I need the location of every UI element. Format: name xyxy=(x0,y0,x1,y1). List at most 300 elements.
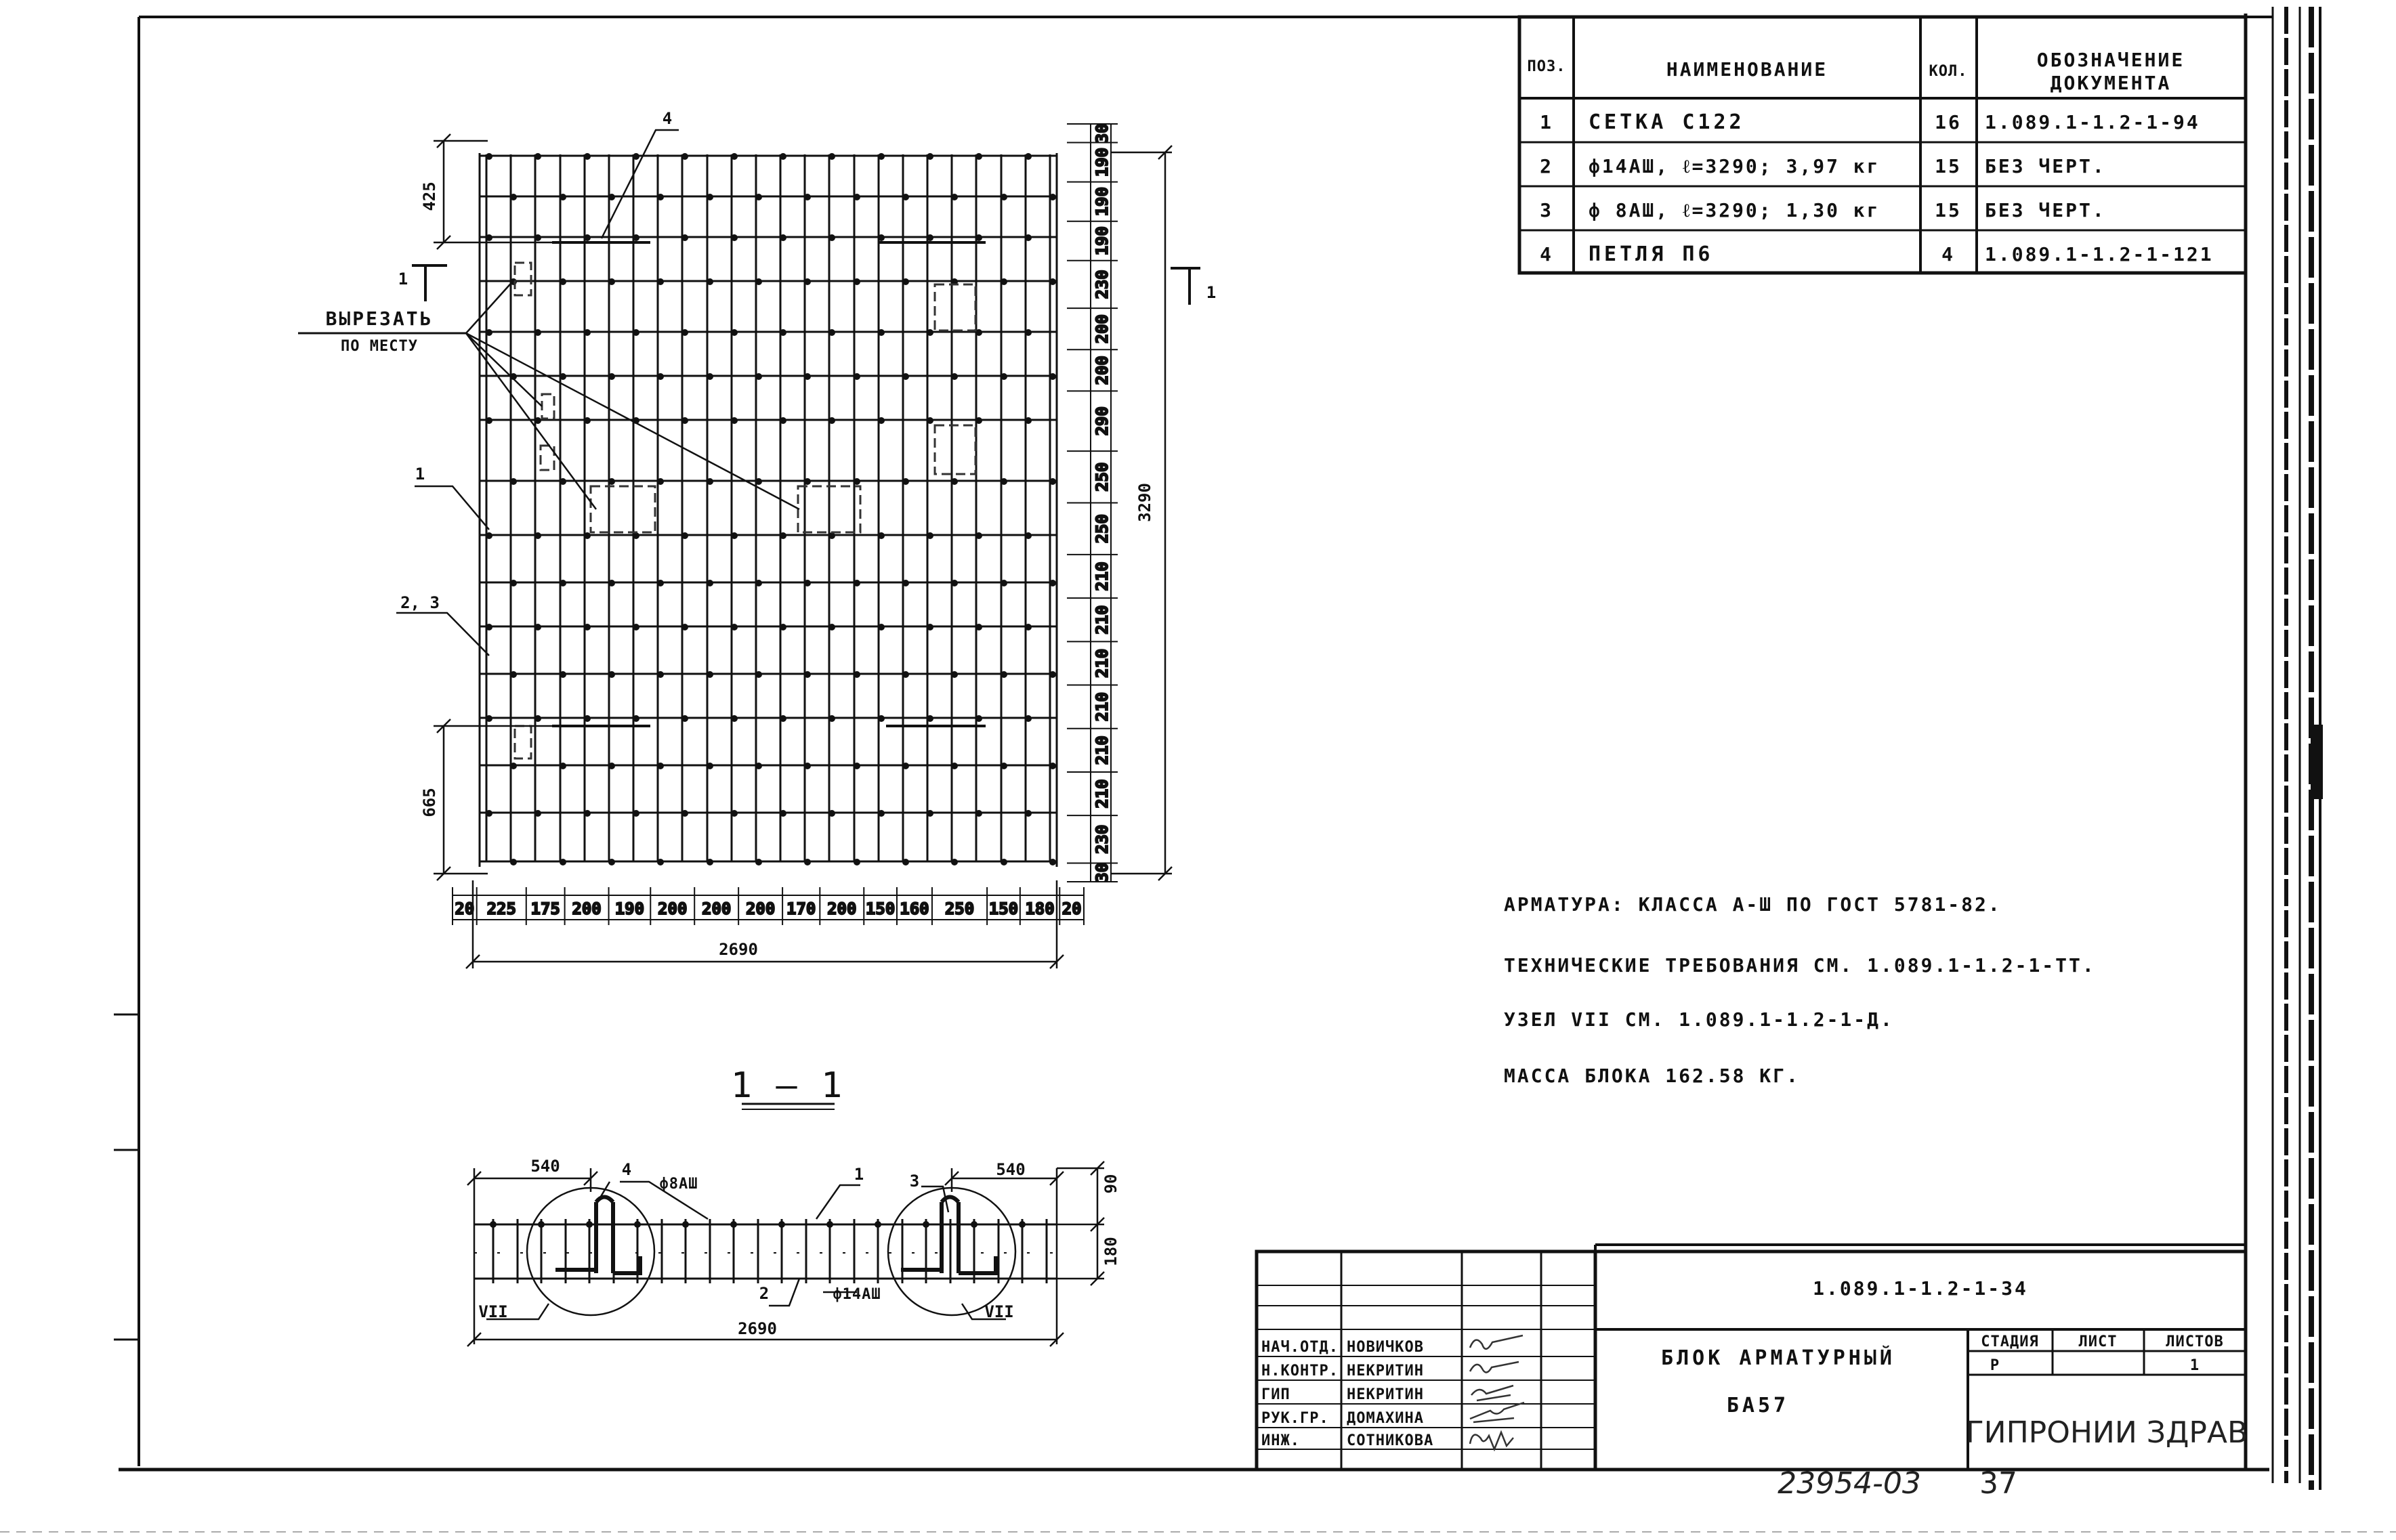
weld-dot xyxy=(510,671,517,678)
weld-dot xyxy=(780,624,786,630)
dim-top-left: 425 xyxy=(420,181,439,211)
signature-name: ДОМАХИНА xyxy=(1347,1410,1424,1427)
section-weld-dot xyxy=(490,1221,497,1228)
spec-row-qty: 4 xyxy=(1941,243,1955,265)
weld-dot xyxy=(927,532,933,539)
section-leaders xyxy=(486,1182,1006,1319)
weld-dot xyxy=(804,671,811,678)
signature-name: НОВИЧКОВ xyxy=(1347,1339,1424,1356)
weld-dot xyxy=(657,194,664,200)
weld-dot xyxy=(1025,532,1032,539)
weld-dot xyxy=(975,624,982,630)
section-mark-right: 1 xyxy=(1206,283,1217,302)
weld-dot xyxy=(633,329,639,336)
weld-dot xyxy=(510,580,517,586)
section-dim-v1: 90 xyxy=(1101,1174,1120,1194)
page-number: 37 xyxy=(1979,1466,2017,1501)
weld-dot xyxy=(755,194,762,200)
weld-dot xyxy=(584,810,591,817)
weld-dot xyxy=(657,763,664,769)
signature-row xyxy=(1261,1386,1424,1403)
dim-bottom-value: 20 xyxy=(455,899,475,918)
weld-dot xyxy=(1049,194,1056,200)
spec-header-pos: ПОЗ. xyxy=(1527,58,1566,75)
weld-dot xyxy=(681,329,688,336)
dim-bottom-value: 200 xyxy=(745,899,776,918)
signature-row xyxy=(1261,1410,1424,1427)
weld-dot xyxy=(854,194,860,200)
weld-dot xyxy=(510,194,517,200)
section-weld-dot xyxy=(634,1221,641,1228)
dim-right-value: 210 xyxy=(1093,735,1112,765)
weld-dot xyxy=(780,715,786,722)
weld-dot xyxy=(584,624,591,630)
spec-row-pos: 3 xyxy=(1540,199,1553,221)
reinforcement-mesh-plan xyxy=(298,109,1216,968)
drawing-mark: БА57 xyxy=(1726,1394,1790,1417)
weld-dot xyxy=(707,580,713,586)
weld-dot xyxy=(486,153,492,160)
weld-dot xyxy=(731,810,738,817)
weld-dot xyxy=(1049,373,1056,380)
spec-row-qty: 16 xyxy=(1935,111,1962,133)
weld-dot xyxy=(878,810,885,817)
dim-right-value: 210 xyxy=(1093,561,1112,591)
signature-name: НЕКРИТИН xyxy=(1347,1363,1424,1379)
weld-dot xyxy=(1049,859,1056,865)
weld-dot xyxy=(584,329,591,336)
callout-pos1: 1 xyxy=(415,465,425,484)
weld-dot xyxy=(854,763,860,769)
dim-right-value: 290 xyxy=(1093,406,1112,436)
spec-row-qty: 15 xyxy=(1935,199,1962,221)
weld-dot xyxy=(878,153,885,160)
weld-dot xyxy=(804,859,811,865)
weld-dot xyxy=(854,278,860,285)
weld-dot xyxy=(951,580,958,586)
note-line: УЗЕЛ VII СМ. 1.089.1-1.2-1-Д. xyxy=(1504,1008,1894,1031)
weld-dot xyxy=(731,624,738,630)
weld-dot xyxy=(878,417,885,424)
section-label-bar8: ф8АШ xyxy=(659,1176,698,1193)
weld-dot xyxy=(975,417,982,424)
weld-dot xyxy=(657,478,664,485)
weld-dot xyxy=(681,153,688,160)
node-circle-right xyxy=(888,1188,1015,1315)
weld-dot xyxy=(707,278,713,285)
dim-bottom-value: 190 xyxy=(614,899,645,918)
dimension-chain-right xyxy=(1067,123,1118,882)
weld-dot xyxy=(951,373,958,380)
weld-dot xyxy=(1049,278,1056,285)
dim-right-value: 210 xyxy=(1093,691,1112,722)
sheets-value: 1 xyxy=(2189,1357,2200,1374)
spec-row-pos: 2 xyxy=(1540,155,1553,177)
spec-header-doc-line2: ДОКУМЕНТА xyxy=(2050,72,2172,94)
weld-dot xyxy=(804,194,811,200)
lifting-loops xyxy=(552,242,986,726)
weld-dot xyxy=(927,153,933,160)
weld-dot xyxy=(755,671,762,678)
section-weld-dot xyxy=(682,1221,689,1228)
weld-dot xyxy=(902,373,909,380)
weld-dot xyxy=(657,859,664,865)
weld-dot xyxy=(608,194,615,200)
weld-dot xyxy=(902,763,909,769)
section-dim-right: 540 xyxy=(996,1160,1026,1179)
weld-dot xyxy=(560,580,566,586)
weld-dot xyxy=(560,194,566,200)
weld-dot xyxy=(707,373,713,380)
weld-dot xyxy=(657,278,664,285)
section-weld-dot xyxy=(778,1221,785,1228)
weld-dot xyxy=(780,329,786,336)
weld-dot xyxy=(780,234,786,241)
weld-dot xyxy=(878,715,885,722)
weld-dot xyxy=(1001,373,1007,380)
signature-name: НЕКРИТИН xyxy=(1347,1386,1424,1403)
spec-row xyxy=(1540,199,2106,221)
weld-dot xyxy=(584,234,591,241)
weld-dot xyxy=(486,417,492,424)
dim-overall-height: 3290 xyxy=(1135,483,1154,522)
dim-right-value: 210 xyxy=(1093,605,1112,635)
dim-right-value: 250 xyxy=(1093,514,1112,544)
dim-right-value: 210 xyxy=(1093,779,1112,809)
weld-dot xyxy=(608,278,615,285)
weld-dot xyxy=(902,194,909,200)
weld-dot xyxy=(560,859,566,865)
weld-dot xyxy=(1001,194,1007,200)
note-line: ТЕХНИЧЕСКИЕ ТРЕБОВАНИЯ СМ. 1.089.1-1.2-1-ТТ. xyxy=(1504,954,2096,977)
archive-number: 23954-03 xyxy=(1778,1466,1921,1501)
weld-dot xyxy=(534,532,541,539)
dimension-overall-width xyxy=(466,880,1064,968)
signature-role: ГИП xyxy=(1261,1386,1290,1403)
mesh-weld-dots xyxy=(486,153,1056,865)
sheets-label: ЛИСТОВ xyxy=(2166,1333,2224,1350)
weld-dot xyxy=(633,234,639,241)
weld-dot xyxy=(486,810,492,817)
weld-dot xyxy=(927,234,933,241)
callout-pos2-3: 2, 3 xyxy=(400,593,440,612)
weld-dot xyxy=(731,234,738,241)
callout-cut-line2: ПО МЕСТУ xyxy=(341,338,418,355)
note-line: МАССА БЛОКА 162.58 КГ. xyxy=(1504,1065,1800,1087)
weld-dot xyxy=(828,715,835,722)
weld-dot xyxy=(902,478,909,485)
weld-dot xyxy=(731,532,738,539)
stage-label: СТАДИЯ xyxy=(1981,1333,2039,1350)
weld-dot xyxy=(608,373,615,380)
section-dim-v2: 180 xyxy=(1101,1237,1120,1266)
weld-dot xyxy=(608,671,615,678)
dim-bottom-value: 170 xyxy=(786,899,816,918)
section-node-right: VII xyxy=(984,1302,1014,1321)
dim-bottom-value: 200 xyxy=(702,899,732,918)
handwritten-signatures xyxy=(1470,1335,1524,1449)
weld-dot xyxy=(804,763,811,769)
weld-dot xyxy=(780,417,786,424)
weld-dot xyxy=(828,234,835,241)
weld-dot xyxy=(1049,763,1056,769)
weld-dot xyxy=(804,278,811,285)
dim-right-value: 230 xyxy=(1093,270,1112,299)
weld-dot xyxy=(510,763,517,769)
section-weld-dot xyxy=(730,1221,737,1228)
stage-value: Р xyxy=(1990,1357,2000,1374)
weld-dot xyxy=(560,278,566,285)
dim-bottom-value: 200 xyxy=(827,899,857,918)
weld-dot xyxy=(681,234,688,241)
weld-dot xyxy=(731,329,738,336)
signature-role: ИНЖ. xyxy=(1261,1432,1300,1449)
section-mark-arrows xyxy=(412,265,1200,305)
callout-cut-line1: ВЫРЕЗАТЬ xyxy=(325,307,434,330)
weld-dot xyxy=(633,624,639,630)
spec-row-pos: 4 xyxy=(1540,243,1553,265)
spec-row-name: СЕТКА С122 xyxy=(1589,110,1745,134)
spec-row-name: ПЕТЛЯ П6 xyxy=(1589,242,1714,266)
weld-dot xyxy=(633,810,639,817)
weld-dot xyxy=(854,373,860,380)
weld-dot xyxy=(828,810,835,817)
dim-bottom-value: 200 xyxy=(572,899,602,918)
weld-dot xyxy=(878,532,885,539)
dim-bottom-left: 665 xyxy=(420,788,439,817)
weld-dot xyxy=(927,715,933,722)
weld-dot xyxy=(1025,810,1032,817)
dim-right-value: 190 xyxy=(1093,147,1112,177)
dim-bottom-value: 150 xyxy=(988,899,1019,918)
weld-dot xyxy=(975,810,982,817)
note-line: АРМАТУРА: КЛАССА А-Ш ПО ГОСТ 5781-82. xyxy=(1504,893,2002,916)
weld-dot xyxy=(534,715,541,722)
weld-dot xyxy=(927,329,933,336)
section-weld-dot xyxy=(1019,1221,1026,1228)
weld-dot xyxy=(828,417,835,424)
drawing-title: БЛОК АРМАТУРНЫЙ xyxy=(1661,1346,1895,1370)
weld-dot xyxy=(878,234,885,241)
weld-dot xyxy=(878,624,885,630)
weld-dot xyxy=(927,417,933,424)
weld-dot xyxy=(1025,417,1032,424)
weld-dot xyxy=(534,624,541,630)
signature-role: Н.КОНТР. xyxy=(1261,1363,1339,1379)
weld-dot xyxy=(780,153,786,160)
section-weld-dot xyxy=(826,1221,833,1228)
title-block xyxy=(1257,1245,2248,1470)
organization: ГИПРОНИИ ЗДРАВ xyxy=(1965,1415,2248,1450)
weld-dot xyxy=(951,763,958,769)
weld-dot xyxy=(878,329,885,336)
weld-dot xyxy=(534,329,541,336)
weld-dot xyxy=(902,278,909,285)
weld-dot xyxy=(1049,478,1056,485)
section-weld-dot xyxy=(586,1221,593,1228)
dimension-left xyxy=(434,134,555,880)
dim-bottom-value: 225 xyxy=(486,899,516,918)
weld-dot xyxy=(828,329,835,336)
sheet-label: ЛИСТ xyxy=(2078,1333,2118,1350)
weld-dot xyxy=(707,478,713,485)
weld-dot xyxy=(755,373,762,380)
spec-row xyxy=(1540,155,2106,177)
dim-right-value: 200 xyxy=(1093,314,1112,344)
dim-right-value: 210 xyxy=(1093,648,1112,679)
dim-bottom-value: 180 xyxy=(1025,899,1055,918)
dim-overall-width: 2690 xyxy=(719,940,758,959)
weld-dot xyxy=(534,153,541,160)
weld-dot xyxy=(608,580,615,586)
spec-row xyxy=(1540,110,2200,134)
spec-row-pos: 1 xyxy=(1540,111,1553,133)
weld-dot xyxy=(1001,763,1007,769)
weld-dot xyxy=(951,478,958,485)
section-weld-dot xyxy=(538,1221,545,1228)
spec-row xyxy=(1540,242,2214,266)
weld-dot xyxy=(804,373,811,380)
weld-dot xyxy=(584,715,591,722)
weld-dot xyxy=(657,580,664,586)
section-weld-dot xyxy=(971,1221,978,1228)
section-label-bar14: ф14АШ xyxy=(833,1286,881,1303)
weld-dot xyxy=(1001,278,1007,285)
weld-dot xyxy=(681,624,688,630)
weld-dot xyxy=(1025,153,1032,160)
weld-dot xyxy=(731,153,738,160)
dimension-chain-bottom xyxy=(453,887,1084,925)
weld-dot xyxy=(510,859,517,865)
weld-dot xyxy=(560,671,566,678)
weld-dot xyxy=(975,715,982,722)
weld-dot xyxy=(731,715,738,722)
weld-dot xyxy=(657,373,664,380)
weld-dot xyxy=(1001,671,1007,678)
doc-code: 1.089.1-1.2-1-34 xyxy=(1813,1277,2028,1300)
weld-dot xyxy=(1049,580,1056,586)
signature-name: СОТНИКОВА xyxy=(1347,1432,1434,1449)
weld-dot xyxy=(854,580,860,586)
weld-dot xyxy=(1001,478,1007,485)
weld-dot xyxy=(707,763,713,769)
dim-right-value: 30 xyxy=(1093,123,1112,144)
weld-dot xyxy=(902,580,909,586)
weld-dot xyxy=(755,580,762,586)
weld-dot xyxy=(780,810,786,817)
weld-dot xyxy=(608,859,615,865)
section-node-left: VII xyxy=(478,1302,508,1321)
signature-role: РУК.ГР. xyxy=(1261,1410,1329,1427)
weld-dot xyxy=(854,671,860,678)
weld-dot xyxy=(804,580,811,586)
weld-dot xyxy=(560,478,566,485)
section-weld-dot xyxy=(875,1221,881,1228)
weld-dot xyxy=(584,153,591,160)
weld-dot xyxy=(731,417,738,424)
weld-dot xyxy=(975,532,982,539)
leader-lines xyxy=(396,130,799,656)
weld-dot xyxy=(1001,859,1007,865)
weld-dot xyxy=(633,153,639,160)
weld-dot xyxy=(828,624,835,630)
weld-dot xyxy=(1025,624,1032,630)
section-title: 1 — 1 xyxy=(730,1065,844,1106)
weld-dot xyxy=(1001,580,1007,586)
spec-row-doc: 1.089.1-1.2-1-121 xyxy=(1985,243,2214,265)
section-weld-dot xyxy=(923,1221,929,1228)
spec-row-name: ф14АШ, ℓ=3290; 3,97 кг xyxy=(1589,155,1880,177)
section-dim-total: 2690 xyxy=(738,1319,777,1338)
section-label-pos3: 3 xyxy=(909,1172,920,1191)
section-mark-left: 1 xyxy=(398,270,408,288)
weld-dot xyxy=(681,417,688,424)
weld-dot xyxy=(560,373,566,380)
weld-dot xyxy=(828,153,835,160)
weld-dot xyxy=(951,194,958,200)
weld-dot xyxy=(707,194,713,200)
weld-dot xyxy=(975,153,982,160)
dim-right-value: 250 xyxy=(1093,462,1112,492)
dim-bottom-value: 20 xyxy=(1062,899,1082,918)
weld-dot xyxy=(633,715,639,722)
spec-row-doc: БЕЗ ЧЕРТ. xyxy=(1985,199,2106,221)
weld-dot xyxy=(510,478,517,485)
weld-dot xyxy=(804,478,811,485)
dim-bottom-value: 150 xyxy=(865,899,896,918)
mesh-grid xyxy=(480,153,1057,867)
spec-row-qty: 15 xyxy=(1935,155,1962,177)
section-dim-left: 540 xyxy=(530,1157,560,1176)
weld-dot xyxy=(486,234,492,241)
spec-header-name: НАИМЕНОВАНИЕ xyxy=(1666,58,1828,81)
weld-dot xyxy=(584,417,591,424)
weld-dot xyxy=(755,478,762,485)
weld-dot xyxy=(707,671,713,678)
dim-bottom-value: 175 xyxy=(530,899,560,918)
node-circle-left xyxy=(527,1188,654,1315)
weld-dot xyxy=(1049,671,1056,678)
dim-right-value: 190 xyxy=(1093,186,1112,217)
weld-dot xyxy=(681,715,688,722)
weld-dot xyxy=(486,624,492,630)
weld-dot xyxy=(755,278,762,285)
weld-dot xyxy=(1025,715,1032,722)
weld-dot xyxy=(681,810,688,817)
weld-dot xyxy=(534,234,541,241)
dim-right-value: 190 xyxy=(1093,226,1112,256)
notes xyxy=(1504,893,2096,1087)
weld-dot xyxy=(902,671,909,678)
weld-dot xyxy=(902,859,909,865)
weld-dot xyxy=(608,478,615,485)
spec-header-qty: КОЛ. xyxy=(1929,63,1968,80)
weld-dot xyxy=(486,715,492,722)
weld-dot xyxy=(486,532,492,539)
signature-row xyxy=(1261,1363,1424,1379)
weld-dot xyxy=(854,478,860,485)
spec-row-name: ф 8АШ, ℓ=3290; 1,30 кг xyxy=(1589,199,1880,221)
weld-dot xyxy=(854,859,860,865)
weld-dot xyxy=(755,763,762,769)
weld-dot xyxy=(1025,234,1032,241)
dim-right-value: 30 xyxy=(1093,862,1112,882)
weld-dot xyxy=(780,532,786,539)
weld-dot xyxy=(755,859,762,865)
weld-dot xyxy=(927,810,933,817)
spec-table xyxy=(1519,17,2246,273)
weld-dot xyxy=(608,763,615,769)
